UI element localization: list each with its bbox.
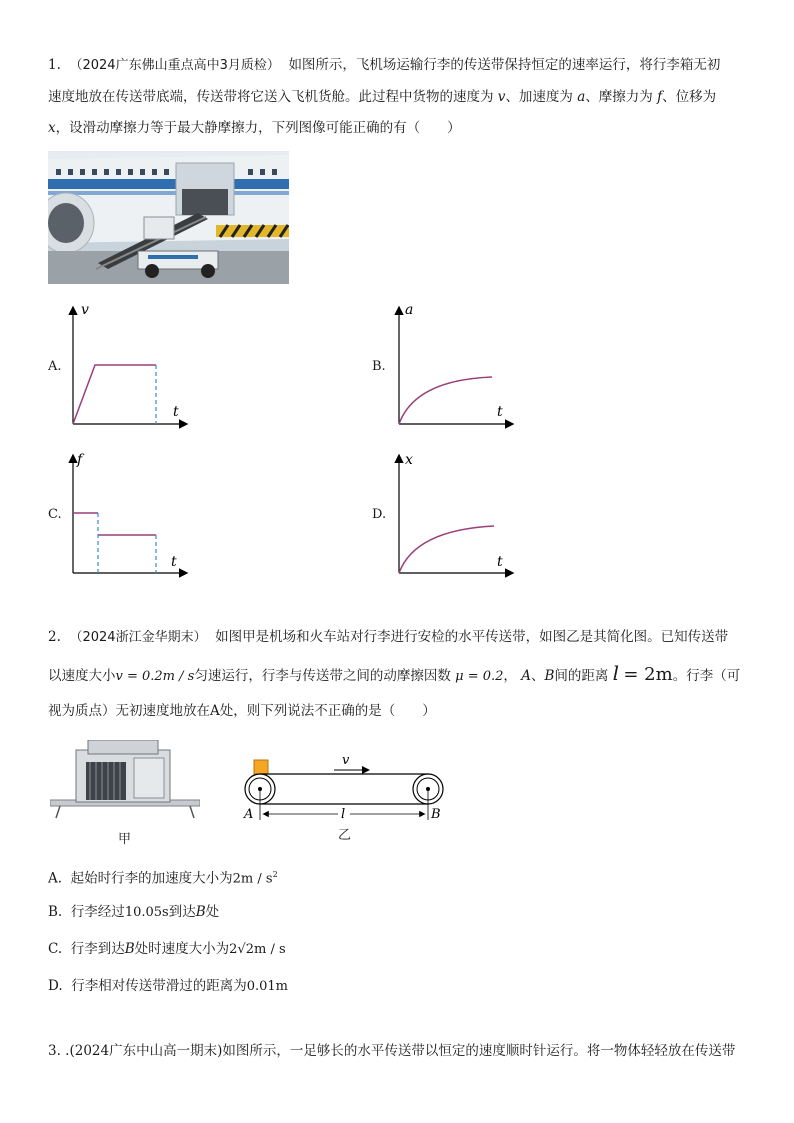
x-axis-label: t — [171, 554, 177, 570]
y-axis-label: f — [77, 452, 83, 468]
luggage-box — [254, 760, 268, 774]
graph-c-f-t — [48, 450, 193, 580]
xray-security-scanner-icon — [50, 740, 200, 825]
velocity-label: v — [342, 753, 350, 768]
option-a-label: A. — [48, 359, 62, 374]
q2-line-2: 以速度大小v = 0.2m / s匀速运行，行李与传送带之间的动摩擦因数 μ = 0.2， A、B间的距离 l = 2m。行李（可 — [48, 661, 741, 685]
graph-a-v-t — [48, 300, 193, 435]
q1-line-1: 1. （2024广东佛山重点高中3月质检） 如图所示，飞机场运输行李的传送带保持恒定的速率运行，将行李箱无初 — [48, 57, 721, 73]
q2-option-d: D. 行李相对传送带滑过的距离为0.01m — [48, 978, 289, 994]
x-axis-label: t — [497, 404, 503, 420]
y-axis-label: x — [405, 452, 413, 468]
velocity-curve — [73, 365, 156, 424]
q2-option-c: C. 行李到达B处时速度大小为2√2m / s — [48, 941, 286, 957]
option-c-label: C. — [48, 507, 62, 522]
q2-line-1: 2. （2024浙江金华期末） 如图甲是机场和火车站对行李进行安检的水平传送带，如图乙是其简化图。已知传送带 — [48, 629, 729, 645]
displacement-curve — [399, 526, 494, 573]
acceleration-curve — [399, 377, 492, 424]
graph-b-a-t — [370, 300, 520, 435]
q2-line-3: 视为质点）无初速度地放在A处，则下列说法不正确的是（ ） — [48, 703, 436, 719]
x-axis-label: t — [497, 554, 503, 570]
q2-option-a: A. 起始时行李的加速度大小为$2m / s^2$ — [48, 870, 278, 887]
distance-label: l — [341, 807, 346, 822]
graph-d-x-t — [370, 450, 520, 580]
x-axis-label: t — [173, 404, 179, 420]
point-a-label: A — [244, 807, 254, 822]
point-b-label: B — [431, 807, 441, 822]
q1-line-2: 速度地放在传送带底端，传送带将它送入飞机货舱。此过程中货物的速度为 v、加速度为 a、摩擦力为 f、位移为 — [48, 89, 717, 105]
y-axis-label: v — [81, 302, 89, 318]
option-b-label: B. — [372, 359, 386, 374]
option-d-label: D. — [372, 507, 387, 522]
airport-baggage-conveyor-photo — [48, 151, 289, 284]
q3-line-1: 3. .(2024广东中山高一期末)如图所示，一足够长的水平传送带以恒定的速度顺时针运行。将一物体轻轻放在传送带 — [48, 1043, 736, 1059]
figure-yi-caption: 乙 — [338, 828, 352, 843]
q2-option-b: B. 行李经过10.05s到达B处 — [48, 904, 220, 920]
figure-jia-caption: 甲 — [118, 832, 132, 847]
q1-line-3: x，设滑动摩擦力等于最大静摩擦力，下列图像可能正确的有（ ） — [48, 120, 461, 136]
y-axis-label: a — [405, 302, 414, 318]
